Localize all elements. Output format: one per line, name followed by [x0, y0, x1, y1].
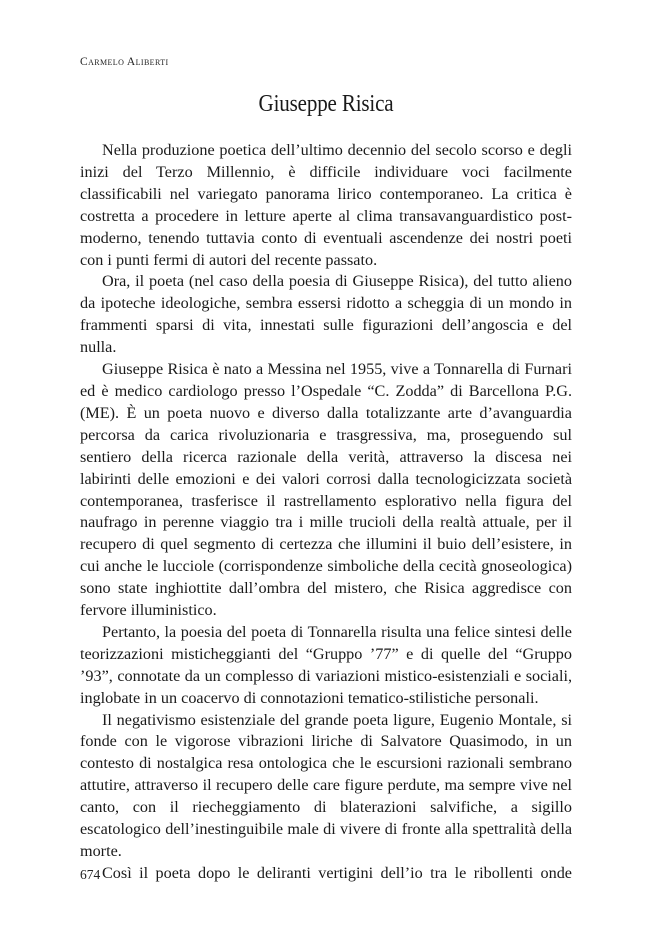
body-text — [80, 140, 572, 885]
paragraph: Nella produzione poetica dell’ultimo decennio del secolo scorso e degli inizi del Terzo Millennio, è difficile individuare voci facilmente classificabili nel variegato panorama lirico contemporaneo. La critica è costretta a procedere in letture aperte al clima transavanguardistico post-moderno, tenendo tuttavia conto di eventuali ascendenze dei nostri poeti con i punti fermi di autori del recente passato. — [80, 141, 572, 269]
paragraph: Ora, il poeta (nel caso della poesia di Giuseppe Risica), del tutto alieno da ipoteche ideologiche, sembra essersi ridotto a scheggia di un mondo in frammenti sparsi di vita, innestati sulle figurazioni dell’angoscia e del nulla. — [80, 272, 572, 357]
chapter-title: Giuseppe Risica — [258, 90, 394, 117]
page-number: 674 — [80, 867, 101, 882]
paragraph: Così il poeta dopo le deliranti vertigini dell’io tra le ribollenti onde — [102, 863, 572, 882]
running-head: Carmelo Aliberti — [80, 56, 169, 68]
paragraph: Il negativismo esistenziale del grande poeta ligure, Eugenio Montale, si fonde con le vigorose vibrazioni liriche di Salvatore Quasimodo, in un contesto di nostalgica resa ontologica che le escursioni razionali sembrano attutire, attraverso il recupero delle care figure perdute, ma sempre vive nel canto, con il riecheggiamento di blaterazioni salvifiche, a sigillo escatologico dell’inestinguibile male di vivere di fronte alla spettralità della morte. — [80, 710, 572, 860]
paragraph: Giuseppe Risica è nato a Messina nel 1955, vive a Tonnarella di Furnari ed è medico cardiologo presso l’Ospedale “C. Zodda” di Barcellona P.G. (ME). È un poeta nuovo e diverso dalla totalizzante arte d’avanguardia percorsa da carica rivoluzionaria e trasgressiva, ma, proseguendo sul sentiero della ricerca razionale della verità, attraverso la discesa nei labirinti delle emozioni e dei valori corrosi dalla tecnologicizzata società contemporanea, trasferisce il rastrellamento esplorativo nella figura del naufrago in perenne viaggio tra i mille trucioli della realtà attuale, per il recupero di quel segmento di certezza che illumini il buio dell’esistere, in cui anche le lucciole (corrispondenze simboliche della cecità gnoseologica) sono state inghiottite dall’ombra del mistero, che Risica aggredisce con fervore illuministico. — [80, 360, 572, 620]
paragraph: Pertanto, la poesia del poeta di Tonnarella risulta una felice sintesi delle teorizzazioni misticheggianti del “Gruppo ’77” e di quelle del “Gruppo ’93”, connotate da un complesso di variazioni mistico-esistenziali e sociali, inglobate in un coacervo di connotazioni tematico-stilistiche personali. — [80, 622, 572, 707]
